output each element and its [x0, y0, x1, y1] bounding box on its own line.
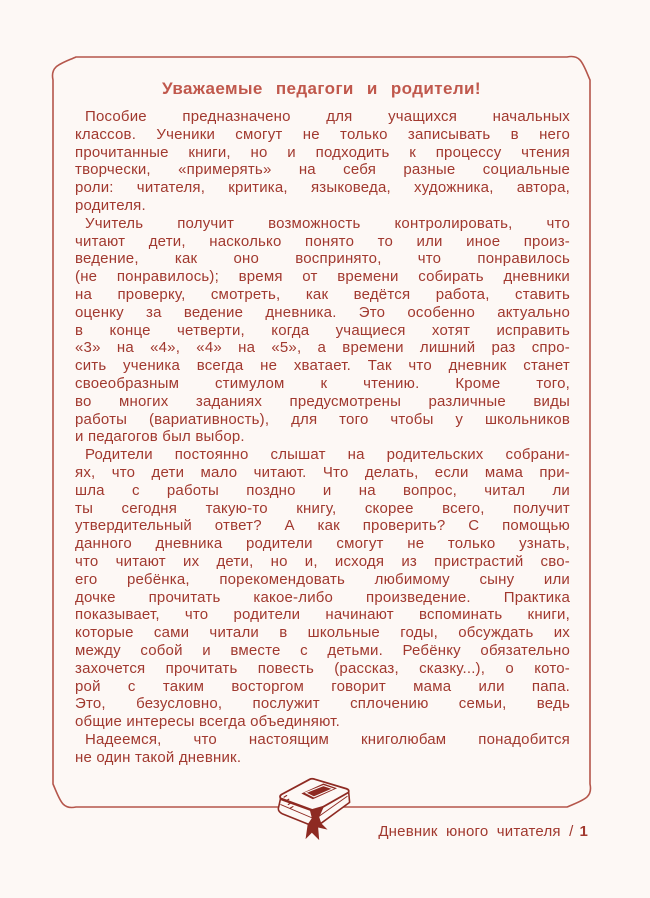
text-line: захочется прочитать повесть (рассказ, сказку...), о кото- [75, 659, 570, 677]
text-line: рой с таким восторгом говорит мама или папа. [75, 677, 570, 695]
text-line: ях, что дети мало читают. Что делать, если мама при- [75, 463, 570, 481]
text-line: сить ученика всегда не хватает. Так что дневник станет [75, 357, 570, 375]
paragraph [75, 446, 570, 731]
page-title: Уважаемые педагоги и родители! [162, 79, 481, 98]
text-line: во многих заданиях предусмотрены различные виды [75, 392, 570, 410]
text-line: на проверку, смотреть, как ведётся работа, ставить [75, 285, 570, 303]
text-line: своеобразным стимулом к чтению. Кроме того, [75, 374, 570, 392]
text-line: ты сегодня такую-то книгу, скорее всего, получит [75, 499, 570, 517]
text-line: читают дети, насколько понято то или иное произ- [75, 232, 570, 250]
footer-caption: Дневник юного читателя / [378, 823, 574, 840]
text-line: Это, безусловно, послужит сплочению семьи, ведь [75, 695, 570, 713]
page-number: 1 [579, 823, 588, 840]
text-line: Надеемся, что настоящим книголюбам понадобится [85, 730, 570, 748]
text-line: классов. Ученики смогут не только записывать в него [75, 125, 570, 143]
text-line: роли: читателя, критика, языковеда, художника, автора, [75, 179, 570, 197]
footer [0, 823, 588, 840]
text-line: творчески, «примерять» на себя разные социальные [75, 161, 570, 179]
text-line: данного дневника родители смогут не только узнать, [75, 535, 570, 553]
text-line: и педагогов был выбор. [75, 428, 245, 446]
text-line: между собой и вместе с детьми. Ребёнку обязательно [75, 641, 570, 659]
text-line: Учитель получит возможность контролировать, что [85, 214, 570, 232]
paragraph [75, 731, 570, 767]
text-line: Родители постоянно слышат на родительских собрани- [85, 446, 570, 464]
paragraph [75, 215, 570, 446]
book-icon [272, 775, 358, 857]
text-line: общие интересы всегда объединяют. [75, 713, 340, 731]
text-line: (не понравилось); время от времени собирать дневники [75, 268, 570, 286]
text-line: ведение, как оно воспринято, что понравилось [75, 250, 570, 268]
text-line: Пособие предназначено для учащихся начальных [85, 108, 570, 125]
article-text [75, 108, 570, 766]
text-line: родителя. [75, 196, 146, 214]
text-line: «3» на «4», «4» на «5», а времени лишний раз спро- [75, 339, 570, 357]
text-line: оценку за ведение дневника. Это особенно актуально [75, 303, 570, 321]
text-line: которые сами читали в школьные годы, обсуждать их [75, 624, 570, 642]
text-line: прочитанные книги, но и подходить к процессу чтения [75, 143, 570, 161]
text-line: что читают их дети, но и, исходя из пристрастий сво- [75, 552, 570, 570]
text-line: утвердительный ответ? А как проверить? С помощью [75, 517, 570, 535]
page-frame [53, 57, 590, 807]
text-line: дочке прочитать какое-либо произведение. Практика [75, 588, 570, 606]
paragraph [75, 108, 570, 215]
text-line: работы (вариативность), для того чтобы у школьников [75, 410, 570, 428]
text-line: показывает, что родители начинают вспоминать книги, [75, 606, 570, 624]
text-line: не один такой дневник. [75, 748, 242, 766]
text-line: его ребёнка, порекомендовать любимому сыну или [75, 570, 570, 588]
text-line: шла с работы поздно и на вопрос, читал ли [75, 481, 570, 499]
text-line: в конце четверти, когда учащиеся хотят исправить [75, 321, 570, 339]
